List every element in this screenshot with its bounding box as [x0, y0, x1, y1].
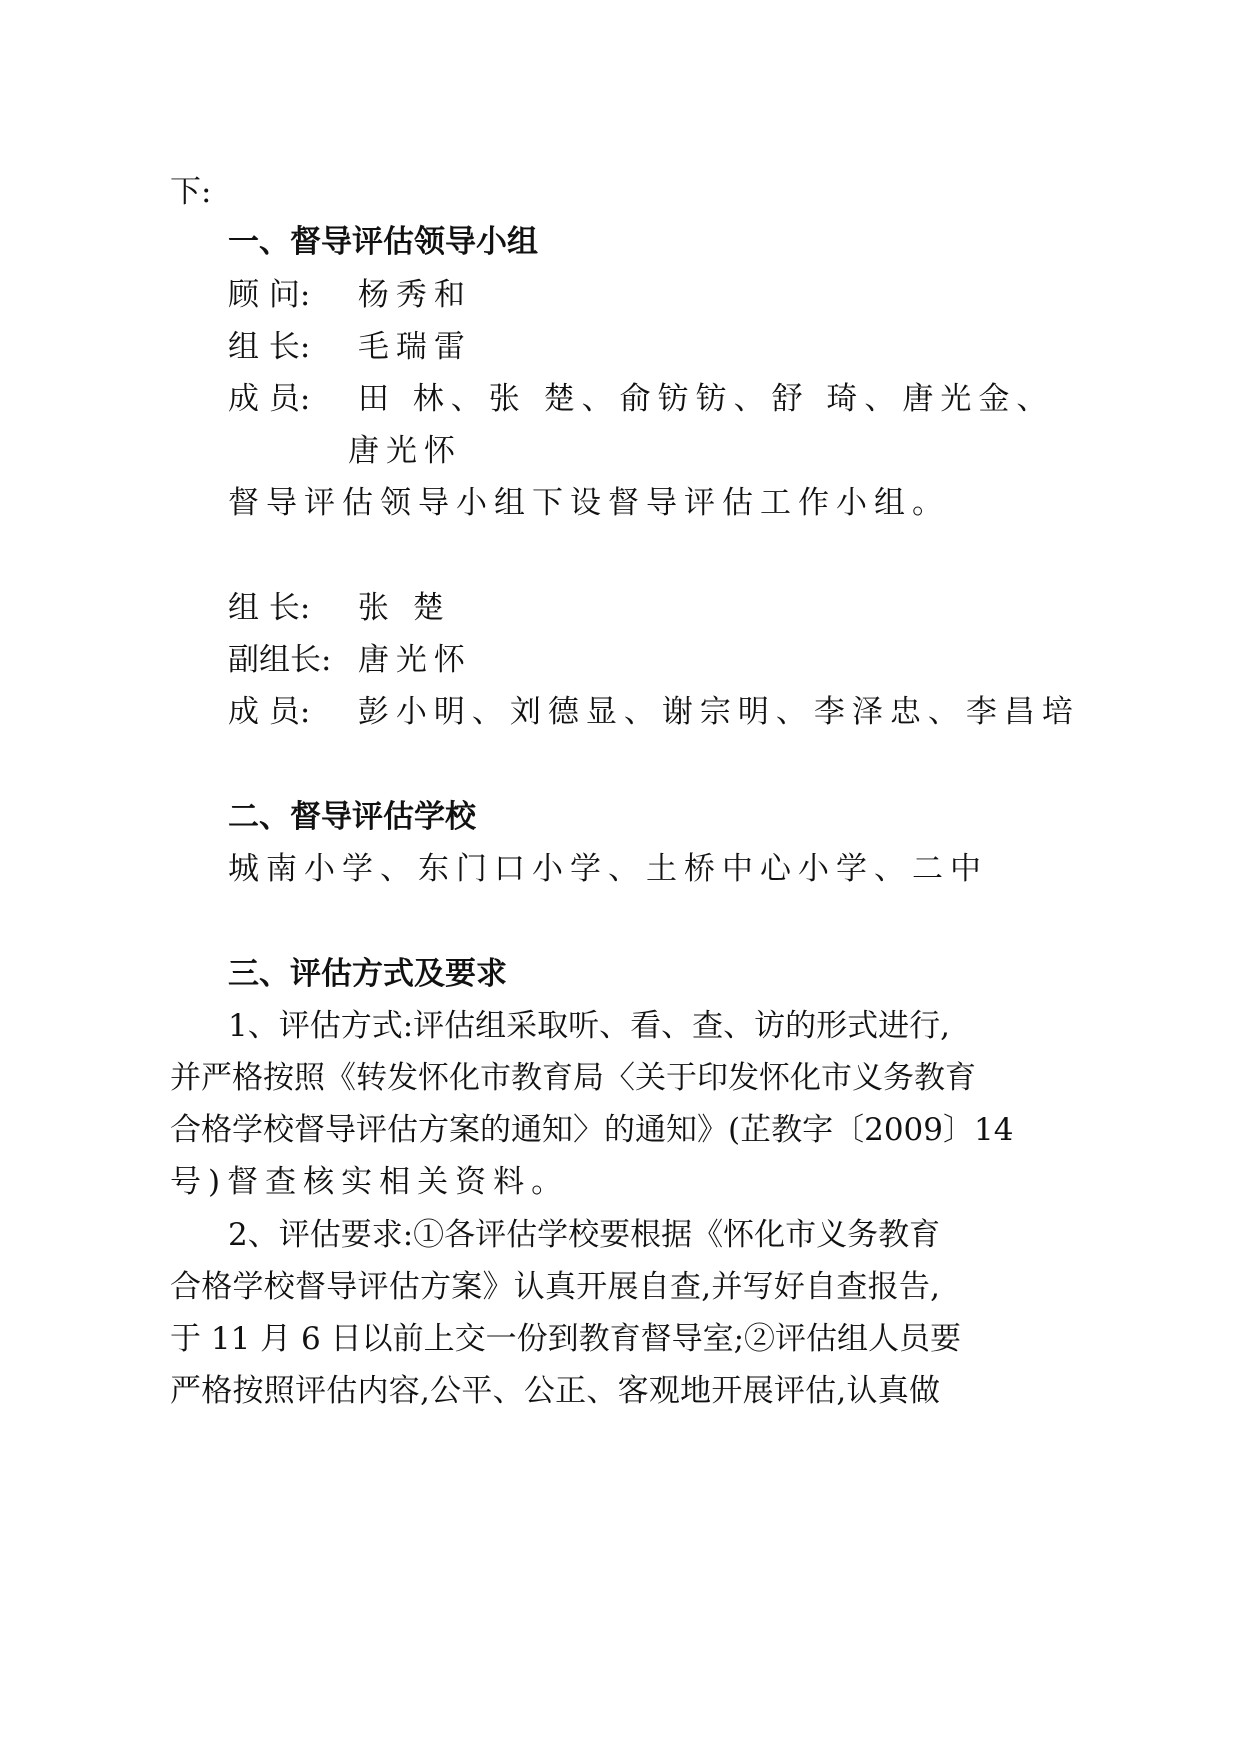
- work-deputy-value: 唐光怀: [357, 642, 472, 678]
- para2-line2-text: 合格学校督导评估方案》认真开展自查,并写好自查报告,: [170, 1269, 940, 1305]
- work-leader-label: 组 长:: [228, 590, 311, 626]
- members-value: 田 林、张 楚、俞钫钫、舒 琦、唐光金、: [357, 381, 1055, 417]
- members-row: [228, 377, 1054, 421]
- para2-line4-text: 严格按照评估内容,公平、公正、客观地开展评估,认真做: [170, 1373, 940, 1409]
- work-deputy-label: 副组长:: [228, 642, 332, 678]
- para1-line1: [228, 1004, 951, 1048]
- leader-label: 组 长:: [228, 329, 311, 365]
- leader-value: 毛瑞雷: [357, 329, 472, 365]
- advisor-value: 杨秀和: [357, 277, 472, 313]
- para2-line4: [170, 1369, 940, 1413]
- members-label: 成 员:: [228, 381, 311, 417]
- advisor-row: [228, 273, 472, 317]
- para1-line1-text: 1、评估方式:评估组采取听、看、查、访的形式进行,: [228, 1008, 951, 1044]
- work-leader-value: 张 楚: [357, 590, 451, 626]
- para2-line2: [170, 1265, 940, 1309]
- work-leader-row: [228, 586, 451, 630]
- para2-line3-text: 于 11 月 6 日以前上交一份到教育督导室;②评估组人员要: [170, 1321, 962, 1357]
- members-value-continued: [348, 429, 462, 473]
- page-top-text: 下:: [170, 174, 212, 210]
- advisor-label: 顾 问:: [228, 277, 311, 313]
- work-members-row: [228, 690, 1080, 734]
- para1-line2: [170, 1056, 976, 1100]
- para2-line1-text: 2、评估要求:①各评估学校要根据《怀化市义务教育: [228, 1217, 941, 1253]
- para1-line4: 号)督查核实相关资料。: [170, 1164, 570, 1200]
- work-deputy-row: [228, 638, 472, 682]
- members-value-cont-text: 唐光怀: [348, 433, 462, 469]
- work-members-value: 彭小明、刘德显、谢宗明、李泽忠、李昌培: [357, 694, 1080, 730]
- leader-row: [228, 325, 472, 369]
- section-2-heading: 二、督导评估学校: [228, 799, 476, 835]
- work-members-label: 成 员:: [228, 694, 311, 730]
- para1-line3-text: 合格学校督导评估方案的通知〉的通知》(芷教字〔2009〕14: [170, 1112, 1014, 1148]
- subgroup-intro: 督导评估领导小组下设督导评估工作小组。: [228, 485, 950, 521]
- para1-line2-text: 并严格按照《转发怀化市教育局〈关于印发怀化市义务教育: [170, 1060, 976, 1096]
- para1-line3: [170, 1108, 1014, 1152]
- para2-line3: [170, 1317, 962, 1361]
- section-1-heading: 一、督导评估领导小组: [228, 224, 538, 260]
- para2-line1: [228, 1213, 940, 1257]
- section-3-heading: 三、评估方式及要求: [228, 956, 507, 992]
- schools-list: 城南小学、东门口小学、土桥中心小学、二中: [228, 851, 988, 887]
